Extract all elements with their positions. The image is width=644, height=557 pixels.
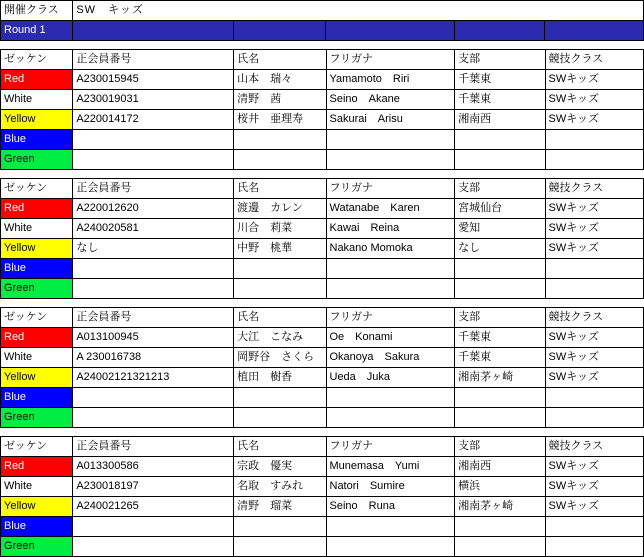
comp-class-cell: SWキッズ (545, 239, 643, 259)
branch-cell (455, 130, 545, 150)
branch-header: 支部 (455, 179, 545, 199)
kana-header: フリガナ (326, 50, 455, 70)
member-no-cell (73, 408, 234, 428)
round-label: Round 1 (1, 21, 73, 41)
name-cell: 山本 瑞々 (234, 70, 326, 90)
heat-spacer (0, 428, 644, 436)
table-row (1, 537, 644, 557)
lane-header: ゼッケン (1, 437, 73, 457)
comp-class-cell: SWキッズ (545, 219, 643, 239)
lane-cell-yellow: Yellow (1, 368, 73, 388)
name-cell: 桜井 亜理寿 (234, 110, 326, 130)
comp-class-cell: SWキッズ (545, 368, 643, 388)
member-no-cell (73, 279, 234, 299)
kana-cell: Seino Akane (326, 90, 455, 110)
table-row (1, 130, 644, 150)
name-cell: 川合 莉菜 (234, 219, 326, 239)
comp-class-cell (545, 517, 643, 537)
heat-header-row (1, 437, 644, 457)
comp-class-cell: SWキッズ (545, 328, 643, 348)
heat-header-row (1, 179, 644, 199)
lane-cell-yellow: Yellow (1, 497, 73, 517)
kana-cell: Seino Runa (326, 497, 455, 517)
name-cell: 大江 こなみ (234, 328, 326, 348)
lane-cell-white: White (1, 477, 73, 497)
branch-header: 支部 (455, 437, 545, 457)
name-header: 氏名 (234, 437, 326, 457)
branch-cell: 湘南西 (455, 457, 545, 477)
member-no-header: 正会員番号 (73, 50, 234, 70)
table-row (1, 239, 644, 259)
comp-class-header: 競技クラス (545, 437, 643, 457)
kana-header: フリガナ (326, 179, 455, 199)
comp-class-cell (545, 408, 643, 428)
branch-cell (455, 388, 545, 408)
comp-class-header: 競技クラス (545, 308, 643, 328)
member-no-cell (73, 537, 234, 557)
lane-cell-green: Green (1, 279, 73, 299)
lane-cell-white: White (1, 219, 73, 239)
lane-header: ゼッケン (1, 308, 73, 328)
heat-spacer (0, 41, 644, 49)
heats-container (0, 41, 644, 557)
table-row (1, 517, 644, 537)
kana-cell: Natori Sumire (326, 477, 455, 497)
comp-class-cell (545, 279, 643, 299)
member-no-cell: A220014172 (73, 110, 234, 130)
lane-cell-yellow: Yellow (1, 110, 73, 130)
member-no-cell: なし (73, 239, 234, 259)
member-no-cell (73, 130, 234, 150)
kana-cell: Oe Konami (326, 328, 455, 348)
member-no-header: 正会員番号 (73, 308, 234, 328)
comp-class-cell (545, 259, 643, 279)
table-body (1, 1, 644, 41)
name-cell (234, 388, 326, 408)
member-no-cell: A230019031 (73, 90, 234, 110)
heat-spacer (0, 299, 644, 307)
round-blank-4 (455, 21, 545, 41)
member-no-cell: A230018197 (73, 477, 234, 497)
kana-cell (326, 259, 455, 279)
name-header: 氏名 (234, 308, 326, 328)
lane-cell-green: Green (1, 408, 73, 428)
lane-cell-red: Red (1, 328, 73, 348)
member-no-header: 正会員番号 (73, 179, 234, 199)
member-no-cell: A013100945 (73, 328, 234, 348)
name-cell: 渡邊 カレン (234, 199, 326, 219)
branch-cell (455, 517, 545, 537)
table-row (1, 408, 644, 428)
comp-class-cell: SWキッズ (545, 457, 643, 477)
heat-header-row (1, 50, 644, 70)
comp-class-cell (545, 130, 643, 150)
kana-cell: Ueda Juka (326, 368, 455, 388)
title-row (1, 1, 644, 21)
round-blank-1 (73, 21, 234, 41)
name-cell: 岡野谷 さくら (234, 348, 326, 368)
name-cell (234, 279, 326, 299)
lane-cell-blue: Blue (1, 517, 73, 537)
kana-cell: Munemasa Yumi (326, 457, 455, 477)
entry-list-table (0, 0, 644, 41)
branch-cell (455, 537, 545, 557)
member-no-cell: A230015945 (73, 70, 234, 90)
kana-cell: Kawai Reina (326, 219, 455, 239)
name-cell: 清野 瑠菜 (234, 497, 326, 517)
lane-cell-red: Red (1, 70, 73, 90)
heat-spacer (0, 170, 644, 178)
branch-cell: 千葉東 (455, 90, 545, 110)
kana-cell (326, 130, 455, 150)
branch-cell (455, 150, 545, 170)
heat-header-row (1, 308, 644, 328)
lane-cell-green: Green (1, 150, 73, 170)
lane-cell-white: White (1, 90, 73, 110)
comp-class-cell (545, 150, 643, 170)
branch-header: 支部 (455, 308, 545, 328)
table-row (1, 457, 644, 477)
table-row (1, 259, 644, 279)
round-blank-2 (234, 21, 326, 41)
table-row (1, 328, 644, 348)
name-cell (234, 150, 326, 170)
lane-cell-red: Red (1, 199, 73, 219)
comp-class-header: 競技クラス (545, 179, 643, 199)
round-blank-3 (326, 21, 455, 41)
lane-cell-blue: Blue (1, 259, 73, 279)
branch-cell (455, 259, 545, 279)
member-no-cell (73, 517, 234, 537)
kana-cell (326, 388, 455, 408)
kana-cell (326, 408, 455, 428)
name-cell (234, 517, 326, 537)
comp-class-cell (545, 388, 643, 408)
branch-cell: 千葉東 (455, 70, 545, 90)
lane-cell-blue: Blue (1, 388, 73, 408)
heat-table (0, 49, 644, 170)
table-row (1, 90, 644, 110)
branch-cell: なし (455, 239, 545, 259)
table-row (1, 368, 644, 388)
table-row (1, 279, 644, 299)
kana-cell (326, 517, 455, 537)
comp-class-header: 競技クラス (545, 50, 643, 70)
kana-cell: Watanabe Karen (326, 199, 455, 219)
table-row (1, 199, 644, 219)
heat-table (0, 178, 644, 299)
member-no-cell: A240020581 (73, 219, 234, 239)
name-cell (234, 259, 326, 279)
class-label: 開催クラス (1, 1, 73, 21)
comp-class-cell: SWキッズ (545, 497, 643, 517)
name-cell (234, 537, 326, 557)
branch-cell: 湘南茅ヶ崎 (455, 368, 545, 388)
comp-class-cell: SWキッズ (545, 348, 643, 368)
lane-header: ゼッケン (1, 179, 73, 199)
branch-cell: 湘南西 (455, 110, 545, 130)
branch-cell (455, 408, 545, 428)
member-no-cell: A 230016738 (73, 348, 234, 368)
table-row (1, 110, 644, 130)
name-cell: 中野 桃華 (234, 239, 326, 259)
branch-cell: 横浜 (455, 477, 545, 497)
member-no-cell (73, 388, 234, 408)
comp-class-cell: SWキッズ (545, 70, 643, 90)
class-value: SW キッズ (73, 1, 644, 21)
branch-header: 支部 (455, 50, 545, 70)
round-row (1, 21, 644, 41)
table-row (1, 219, 644, 239)
kana-cell: Yamamoto Riri (326, 70, 455, 90)
kana-cell (326, 537, 455, 557)
heat-table (0, 307, 644, 428)
member-no-cell (73, 150, 234, 170)
branch-cell: 千葉東 (455, 328, 545, 348)
member-no-cell: A220012620 (73, 199, 234, 219)
member-no-cell: A240021265 (73, 497, 234, 517)
table-row (1, 477, 644, 497)
branch-cell (455, 279, 545, 299)
kana-cell (326, 279, 455, 299)
name-cell: 清野 茜 (234, 90, 326, 110)
branch-cell: 愛知 (455, 219, 545, 239)
lane-cell-white: White (1, 348, 73, 368)
kana-cell (326, 150, 455, 170)
member-no-cell (73, 259, 234, 279)
name-cell (234, 408, 326, 428)
branch-cell: 湘南茅ヶ崎 (455, 497, 545, 517)
lane-cell-yellow: Yellow (1, 239, 73, 259)
name-header: 氏名 (234, 179, 326, 199)
comp-class-cell: SWキッズ (545, 477, 643, 497)
heat-table (0, 436, 644, 557)
table-row (1, 150, 644, 170)
lane-cell-green: Green (1, 537, 73, 557)
branch-cell: 宮城仙台 (455, 199, 545, 219)
name-cell: 植田 樹香 (234, 368, 326, 388)
kana-cell: Nakano Momoka (326, 239, 455, 259)
comp-class-cell: SWキッズ (545, 199, 643, 219)
table-row (1, 70, 644, 90)
kana-header: フリガナ (326, 437, 455, 457)
round-blank-5 (545, 21, 644, 41)
kana-cell: Okanoya Sakura (326, 348, 455, 368)
name-cell (234, 130, 326, 150)
name-cell: 名取 すみれ (234, 477, 326, 497)
table-row (1, 388, 644, 408)
kana-cell: Sakurai Arisu (326, 110, 455, 130)
member-no-header: 正会員番号 (73, 437, 234, 457)
lane-header: ゼッケン (1, 50, 73, 70)
table-row (1, 497, 644, 517)
lane-cell-blue: Blue (1, 130, 73, 150)
kana-header: フリガナ (326, 308, 455, 328)
name-header: 氏名 (234, 50, 326, 70)
member-no-cell: A24002121321213 (73, 368, 234, 388)
branch-cell: 千葉東 (455, 348, 545, 368)
name-cell: 宗政 優実 (234, 457, 326, 477)
lane-cell-red: Red (1, 457, 73, 477)
table-row (1, 348, 644, 368)
member-no-cell: A013300586 (73, 457, 234, 477)
comp-class-cell: SWキッズ (545, 110, 643, 130)
comp-class-cell: SWキッズ (545, 90, 643, 110)
comp-class-cell (545, 537, 643, 557)
